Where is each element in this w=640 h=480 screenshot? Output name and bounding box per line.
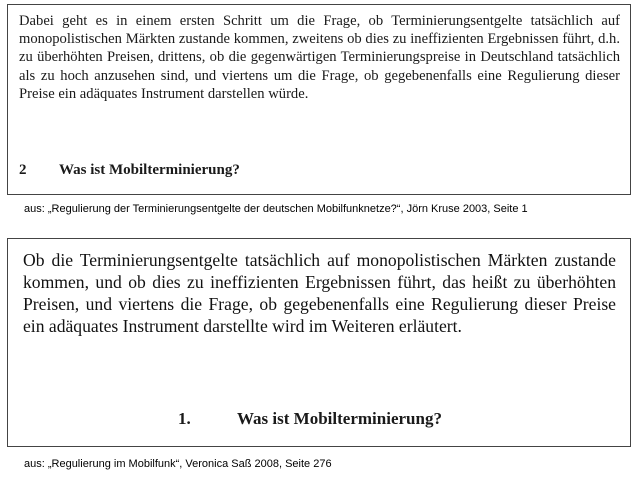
section-heading [19,162,240,179]
section-heading [178,409,442,429]
heading-number: 1. [178,409,191,428]
source-caption: aus: „Regulierung im Mobilfunk“, Veronica Saß 2008, Seite 276 [24,458,332,470]
excerpt-box-sass [7,238,631,447]
excerpt-box-kruse [7,4,631,195]
heading-text: Was ist Mobilterminierung? [59,162,240,178]
excerpt-paragraph: Ob die Terminierungsentgelte tatsächlich auf monopolistischen Märkten zustande kommen, und ob dies zu ineffizienten Ergebnissen führt, das heißt zu überhöhten Preisen, und viertens die Frage, ob gegebenenfalls eine Regulierung dieser Preise ein adäquates Instrument darstellte wird im Weiteren erläutert. [23,250,616,336]
excerpt-paragraph: Dabei geht es in einem ersten Schritt um die Frage, ob Terminierungsentgelte tatsächlich auf monopolistischen Märkten zustande kommen, zweitens ob dies zu ineffizienten Ergebnissen führt, d.h. zu überhöhten Preisen, drittens, ob die gegenwärtigen Terminierungspreise in Deutschland tatsächlich als zu hoch anzusehen sind, und viertens um die Frage, ob gegebenenfalls eine Regulierung dieser Preise ein adäquates Instrument darstellen würde. [19,13,620,102]
source-caption: aus: „Regulierung der Terminierungsentgelte der deutschen Mobilfunknetze?“, Jörn Kruse 2003, Seite 1 [24,203,528,215]
heading-text: Was ist Mobilterminierung? [237,409,442,428]
heading-number: 2 [19,162,27,178]
